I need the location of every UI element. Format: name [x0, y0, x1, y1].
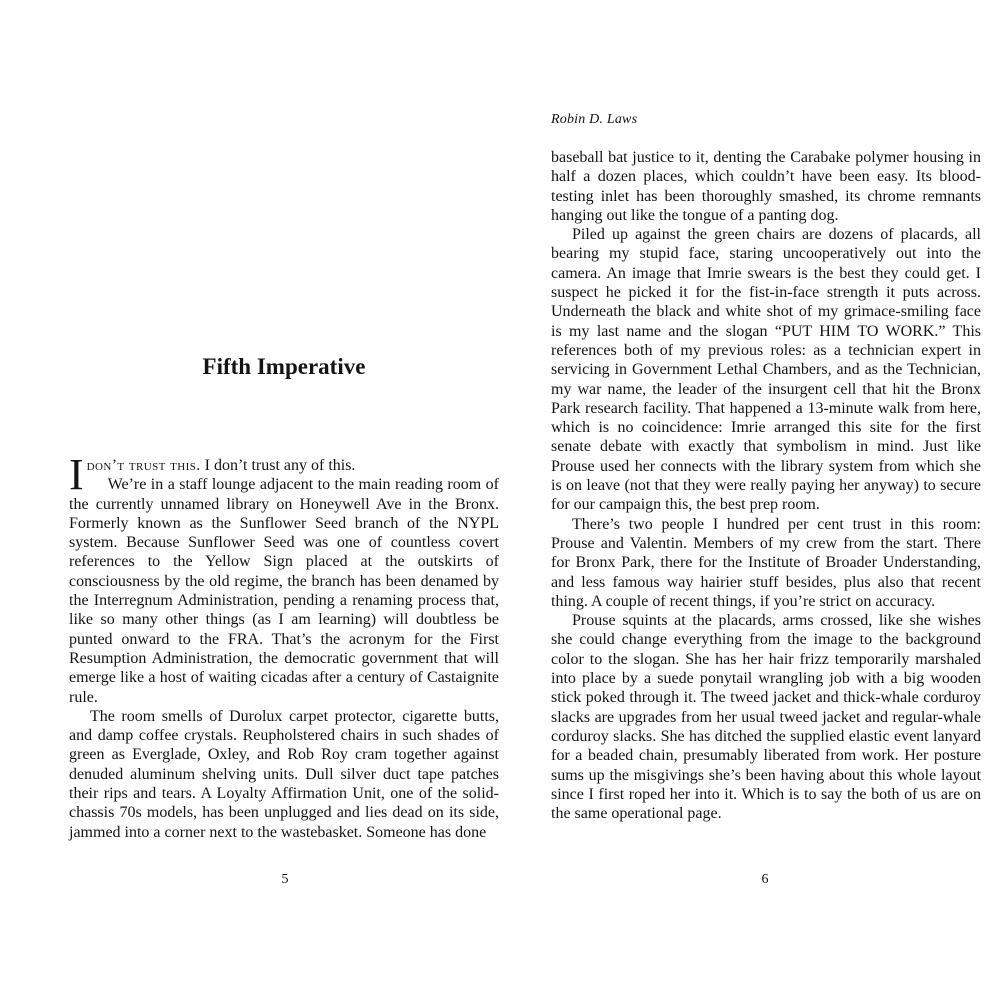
continued-paragraph: baseball bat justice to it, denting the Carabake polymer housing in half a dozen places, which couldn’t have been easy. Its blood-testing inlet has been thoroughly smashed, its chrome remnants hanging out like the tongue of a panting dog.	[551, 149, 981, 224]
body-paragraph: Piled up against the green chairs are dozens of placards, all bearing my stupid face, staring uncooperatively out into the camera. An image that Imrie swears is the best they could get. I suspect he picked it for the fist-in-face strength it puts across. Underneath the black and white shot of my grimace-smiling face is my last name and the slogan “PUT HIM TO WORK.” This references both of my previous roles: as a technician expert in servicing in Government Lethal Chambers, and as the Technician, my war name, the leader of the insurgent cell that hit the Bronx Park research facility. That happened a 13-minute walk from here, which is no coincidence: Imrie arranged this site for the first senate debate with exactly that symbolism in mind. Just like Prouse used her connects with the library system from which she is on leave (not that they were really paying her anyway) to secure for our campaign this, the best prep room.	[551, 226, 981, 514]
chapter-title: Fifth Imperative	[202, 354, 366, 379]
opening-paragraph	[69, 450, 499, 499]
right-page	[500, 0, 1000, 1000]
body-paragraph: We’re in a staff lounge adjacent to the main reading room of the currently unnamed library on Honeywell Ave in the Bronx. Formerly known as the Sunflower Seed branch of the NYPL system. Because Sunflower Seed was one of countless covert references to the Yellow Sign placed at the outskirts of consciousness by the old regime, the branch has been denamed by the Interregnum Administration, pending a renaming process that, like so many other things (as I am learning) will doubtless be punted onward to the FRA. That’s the acronym for the First Resumption Administration, the democratic government that will emerge like a host of waiting cicadas after a century of Castaignite rule.	[69, 476, 499, 706]
drop-cap: I	[69, 450, 84, 499]
left-page-body	[69, 450, 499, 842]
opening-small-caps: don’t trust this.	[86, 457, 201, 474]
body-paragraph: Prouse squints at the placards, arms crossed, like she wishes she could change everything from the image to the background color to the slogan. She has her hair frizz temporarily marshaled into place by a suede ponytail wrangling job with a big wooden stick poked through it. The tweed jacket and thick-whale corduroy slacks are upgrades from her usual tweed jacket and regular-whale corduroy slacks. She has ditched the supplied elastic event lanyard for a beaded chain, presumably liberated from work. Her posture sums up the misgivings she’s been having about this whole layout since I first roped her into it. Which is to say the both of us are on the same operational page.	[551, 612, 981, 823]
page-number: 6	[761, 872, 769, 887]
body-paragraph: There’s two people I hundred per cent trust in this room: Prouse and Valentin. Members of my crew from the start. There for Bronx Park, there for the Institute of Broader Understanding, and less famous way hairier stuff besides, plus also that recent thing. A couple of recent things, if you’re strict on accuracy.	[551, 515, 981, 610]
opening-rest: I don’t trust any of this.	[200, 457, 356, 474]
page-number: 5	[281, 872, 289, 887]
body-paragraph: The room smells of Durolux carpet protector, cigarette butts, and damp coffee crystals. Reupholstered chairs in such shades of green as Everglade, Oxley, and Rob Roy cram together against denuded aluminum shelving units. Dull silver duct tape patches their rips and tears. A Loyalty Affirmation Unit, one of the solid-chassis 70s models, has been unplugged and lies dead on its side, jammed into a corner next to the wastebasket. Someone has done	[69, 707, 499, 841]
right-page-body	[551, 148, 981, 823]
running-head: Robin D. Laws	[551, 112, 638, 127]
